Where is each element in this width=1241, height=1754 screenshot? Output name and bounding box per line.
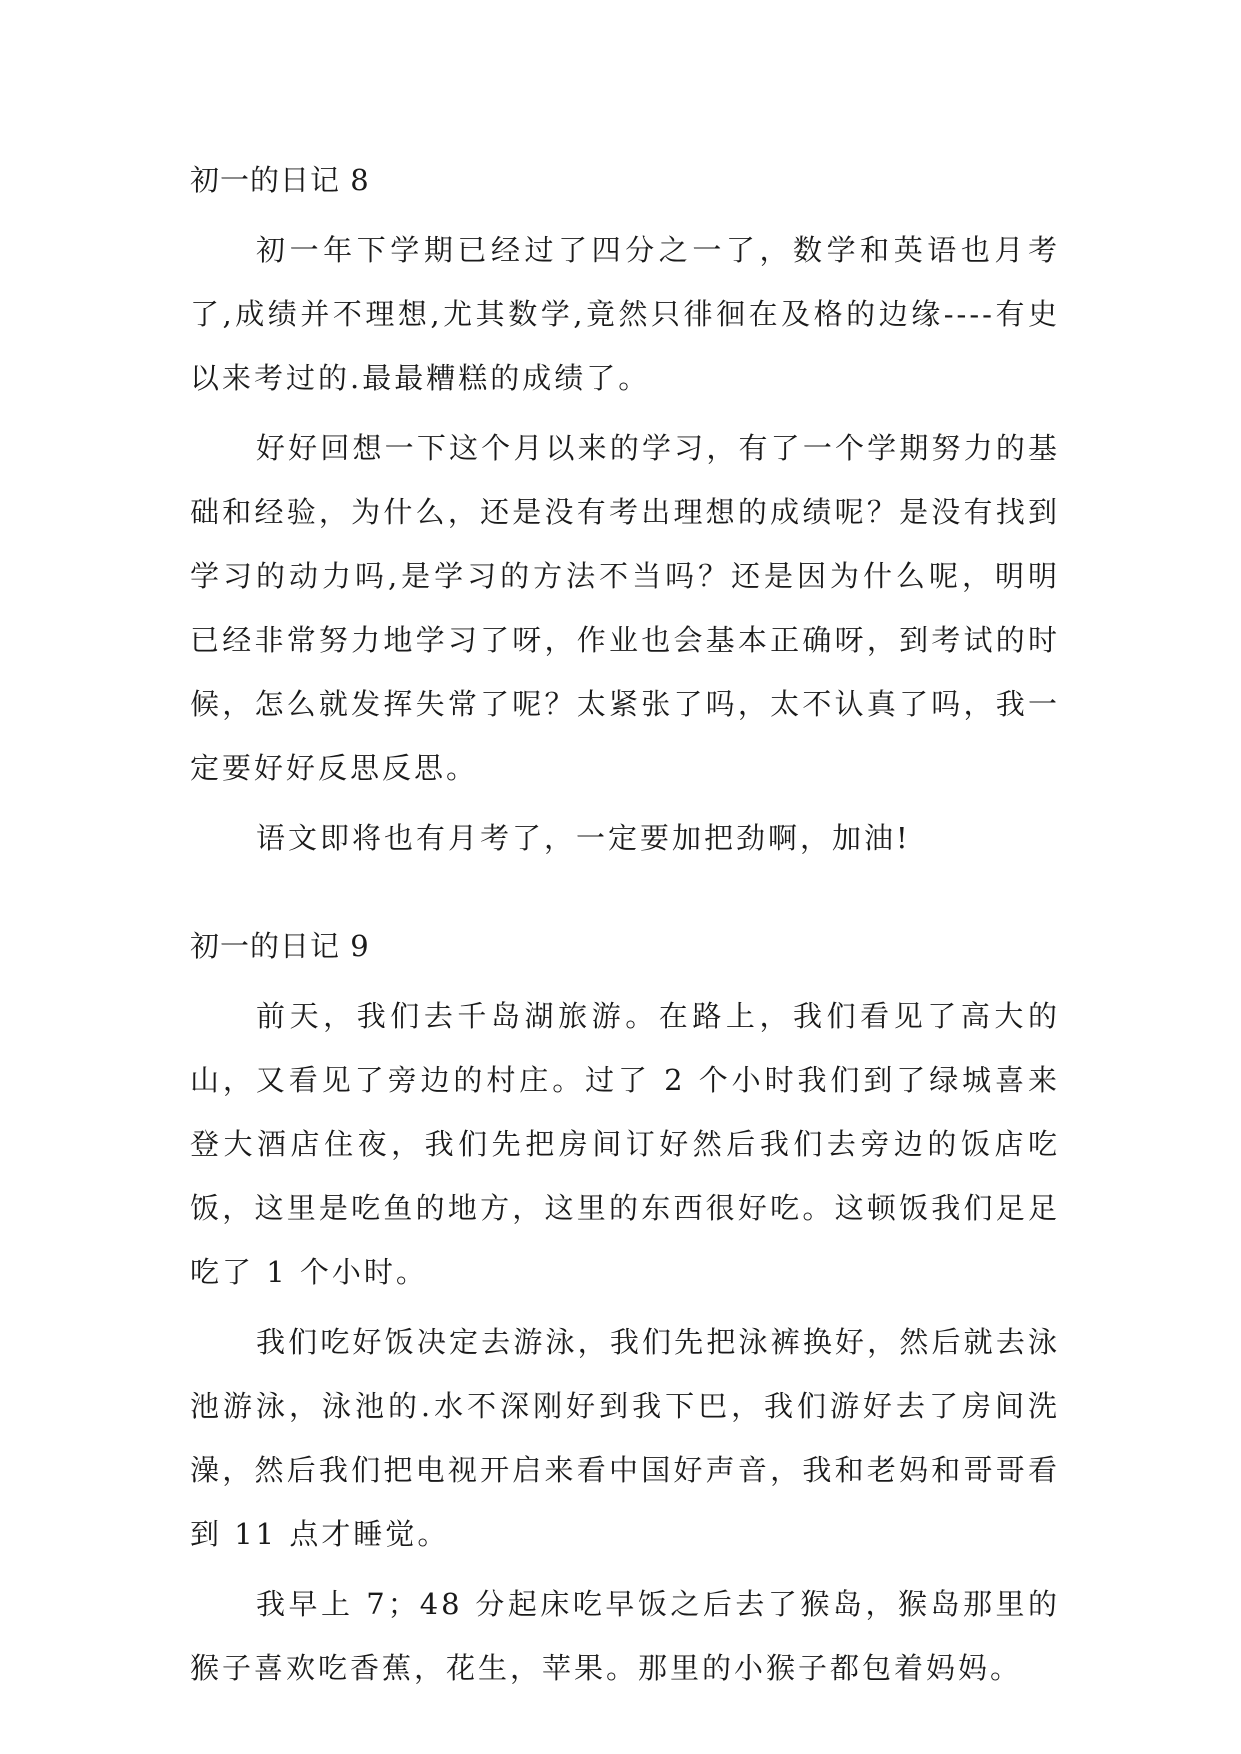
entry-title: 初一的日记 8 <box>190 163 370 197</box>
paragraph: 前天，我们去千岛湖旅游。在路上，我们看见了高大的山，又看见了旁边的村庄。过了 2 个小时我们到了绿城喜来登大酒店住夜，我们先把房间订好然后我们去旁边的饭店吃饭，这里是吃鱼的地方，这里的东西很好吃。这顿饭我们足足吃了 1 个小时。 <box>190 999 1060 1289</box>
paragraph: 我们吃好饭决定去游泳，我们先把泳裤换好，然后就去泳池游泳，泳池的.水不深刚好到我下巴，我们游好去了房间洗澡，然后我们把电视开启来看中国好声音，我和老妈和哥哥看到 11 点才睡觉。 <box>190 1325 1060 1551</box>
entry-title: 初一的日记 9 <box>190 929 370 963</box>
document-page <box>190 160 1060 1706</box>
paragraph: 我早上 7；48 分起床吃早饭之后去了猴岛，猴岛那里的猴子喜欢吃香蕉，花生，苹果。那里的小猴子都包着妈妈。 <box>190 1587 1060 1685</box>
paragraph: 初一年下学期已经过了四分之一了，数学和英语也月考了,成绩并不理想,尤其数学,竟然只徘徊在及格的边缘----有史以来考过的.最最糟糕的成绩了。 <box>190 233 1060 395</box>
diary-entry-9 <box>190 926 1060 1700</box>
paragraph: 语文即将也有月考了，一定要加把劲啊，加油! <box>256 821 911 855</box>
diary-entry-8 <box>190 160 1060 870</box>
paragraph: 好好回想一下这个月以来的学习，有了一个学期努力的基础和经验，为什么，还是没有考出理想的成绩呢？是没有找到学习的动力吗,是学习的方法不当吗？还是因为什么呢，明明已经非常努力地学习了呀，作业也会基本正确呀，到考试的时候，怎么就发挥失常了呢？太紧张了吗，太不认真了吗，我一定要好好反思反思。 <box>190 431 1060 785</box>
